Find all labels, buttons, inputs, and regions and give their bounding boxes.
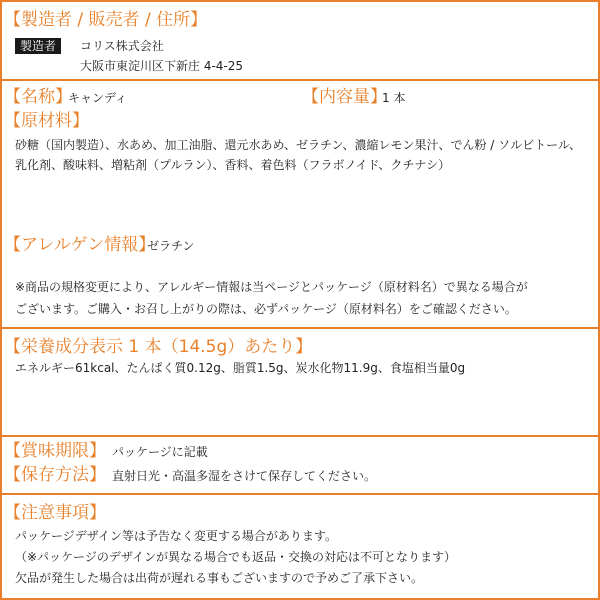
- ingredients-line-2: 乳化剤、酸味料、増粘剤（プルラン）、香料、着色料（フラボノイド、クチナシ）: [15, 158, 451, 172]
- ingredients-line-1: 砂糖（国内製造）、水あめ、加工油脂、還元水あめ、ゼラチン、濃縮レモン果汁、でん粉 / ソルビトール、: [15, 138, 581, 152]
- ingredients-heading: 【原材料】: [4, 111, 89, 131]
- storage-heading: 【保存方法】: [4, 465, 106, 485]
- name-value: キャンディ: [68, 91, 128, 105]
- company-address: 大阪市東淀川区下新庄 4-4-25: [80, 59, 244, 73]
- expiry-value: パッケージに記載: [112, 445, 208, 459]
- name-heading: 【名称】: [4, 87, 72, 107]
- nutrition-value: エネルギー61kcal、たんぱく質0.12g、脂質1.5g、炭水化物11.9g、食塩相当量0g: [15, 361, 466, 375]
- manufacturer-heading: 【製造者 / 販売者 / 住所】: [4, 10, 208, 30]
- allergy-note-line-1: ※商品の規格変更により、アレルギー情報は当ページとパッケージ（原材料名）で異なる場合が: [15, 280, 528, 294]
- notes-line-3: 欠品が発生した場合は出荷が遅れる事もございますので予めご了承下さい。: [15, 571, 424, 585]
- notes-line-2: （※パッケージのデザインが異なる場合でも返品・交換の対応は不可となります）: [15, 550, 456, 564]
- notes-section: [2, 495, 598, 598]
- nutrition-heading: 【栄養成分表示 1 本（14.5g）あたり】: [4, 337, 313, 357]
- storage-value: 直射日光・高温多湿をさけて保存してください。: [112, 469, 377, 483]
- company-name: コリス株式会社: [80, 39, 164, 53]
- product-section: [2, 81, 598, 329]
- nutrition-section: [2, 329, 598, 437]
- content-heading: 【内容量】: [302, 87, 387, 107]
- expiry-heading: 【賞味期限】: [4, 441, 106, 461]
- notes-heading: 【注意事項】: [4, 503, 106, 523]
- notes-line-1: パッケージデザイン等は予告なく変更する場合があります。: [15, 529, 337, 543]
- allergy-heading: 【アレルゲン情報】: [4, 235, 156, 255]
- manufacturer-section: [2, 2, 598, 81]
- allergy-value: ゼラチン: [147, 239, 195, 253]
- expiry-storage-section: [2, 437, 598, 495]
- manufacturer-tag: 製造者: [15, 38, 61, 54]
- allergy-note-line-2: ございます。ご購入・お召し上がりの際は、必ずパッケージ（原材料名）をご確認ください。: [15, 302, 517, 316]
- content-value: 1 本: [382, 91, 406, 105]
